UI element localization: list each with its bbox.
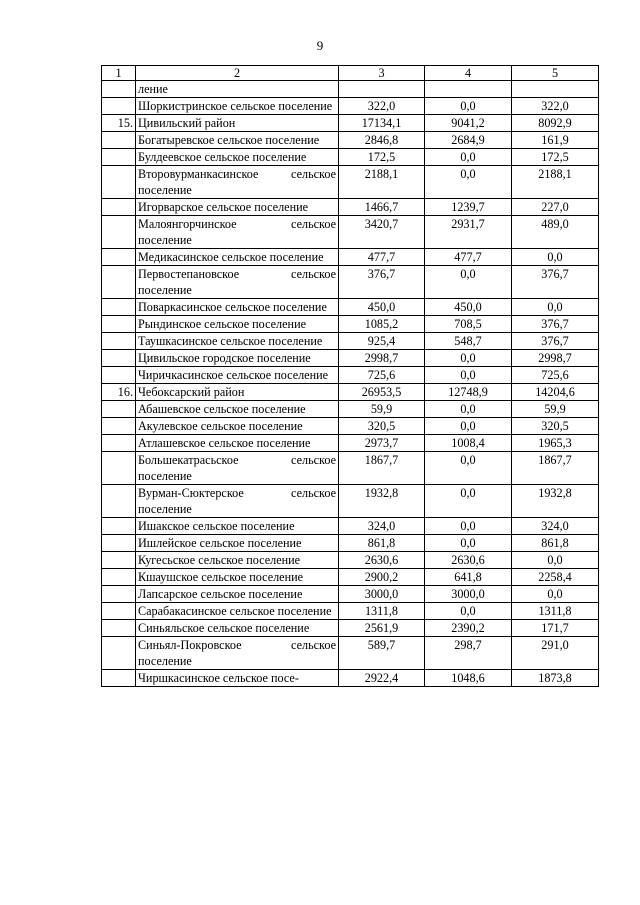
value-col4-cell: 0,0 (425, 518, 512, 535)
settlement-name-cell: Абашевское сельское поселение (136, 401, 339, 418)
table-row (102, 603, 599, 620)
value-col5-cell: 291,0 (512, 637, 599, 670)
row-number-cell (102, 535, 136, 552)
row-number-cell (102, 266, 136, 299)
value-total-cell: 1311,8 (339, 603, 425, 620)
value-col4-cell: 0,0 (425, 149, 512, 166)
settlement-name-cell: Вурман-Сюктерское сельское поселение (136, 485, 339, 518)
table-row (102, 620, 599, 637)
row-number-cell (102, 569, 136, 586)
settlement-name-cell: Большекатрасьское сельское поселение (136, 452, 339, 485)
value-total-cell: 322,0 (339, 98, 425, 115)
value-total-cell: 725,6 (339, 367, 425, 384)
value-col4-cell: 1239,7 (425, 199, 512, 216)
value-col4-cell: 0,0 (425, 367, 512, 384)
table-row (102, 98, 599, 115)
settlement-name-cell: Шоркистринское сельское поселение (136, 98, 339, 115)
value-col5-cell (512, 81, 599, 98)
table-row (102, 552, 599, 569)
row-number-cell (102, 98, 136, 115)
settlement-name-cell: Цивильское городское поселение (136, 350, 339, 367)
row-number-cell (102, 166, 136, 199)
settlement-name-cell: Лапсарское сельское поселение (136, 586, 339, 603)
settlement-name-cell: Рындинское сельское поселение (136, 316, 339, 333)
value-col5-cell: 1965,3 (512, 435, 599, 452)
value-total-cell: 2998,7 (339, 350, 425, 367)
value-col5-cell: 322,0 (512, 98, 599, 115)
value-total-cell: 450,0 (339, 299, 425, 316)
settlement-name-cell: Чебоксарский район (136, 384, 339, 401)
value-col4-cell: 0,0 (425, 485, 512, 518)
column-number: 5 (512, 66, 599, 81)
row-number-cell (102, 518, 136, 535)
value-col5-cell: 1867,7 (512, 452, 599, 485)
row-number-cell: 15. (102, 115, 136, 132)
value-col5-cell: 2998,7 (512, 350, 599, 367)
value-total-cell: 477,7 (339, 249, 425, 266)
value-col5-cell: 2188,1 (512, 166, 599, 199)
settlement-name-cell: Синьял-Покровское сельское поселение (136, 637, 339, 670)
row-number-cell (102, 333, 136, 350)
settlement-name-cell: Богатыревское сельское поселение (136, 132, 339, 149)
column-number: 3 (339, 66, 425, 81)
value-total-cell: 1867,7 (339, 452, 425, 485)
value-col4-cell: 2630,6 (425, 552, 512, 569)
value-col4-cell: 12748,9 (425, 384, 512, 401)
value-col4-cell: 450,0 (425, 299, 512, 316)
value-col5-cell: 171,7 (512, 620, 599, 637)
row-number-cell (102, 435, 136, 452)
value-total-cell: 324,0 (339, 518, 425, 535)
value-total-cell: 2973,7 (339, 435, 425, 452)
value-col4-cell: 298,7 (425, 637, 512, 670)
value-col5-cell: 0,0 (512, 299, 599, 316)
value-col5-cell: 1932,8 (512, 485, 599, 518)
page-number: 9 (316, 38, 324, 53)
value-col5-cell: 2258,4 (512, 569, 599, 586)
table-row (102, 333, 599, 350)
value-col5-cell: 172,5 (512, 149, 599, 166)
value-col5-cell: 376,7 (512, 333, 599, 350)
value-col4-cell: 0,0 (425, 98, 512, 115)
settlement-name-cell: Чиричкасинское сельское поселение (136, 367, 339, 384)
value-col4-cell: 1048,6 (425, 670, 512, 687)
settlement-name-cell: Медикасинское сельское поселение (136, 249, 339, 266)
row-number-cell (102, 586, 136, 603)
value-col5-cell: 725,6 (512, 367, 599, 384)
value-col4-cell: 0,0 (425, 535, 512, 552)
settlement-name-cell: Таушкасинское сельское поселение (136, 333, 339, 350)
table-row (102, 299, 599, 316)
row-number-cell (102, 401, 136, 418)
table-row (102, 586, 599, 603)
value-col5-cell: 0,0 (512, 249, 599, 266)
value-col4-cell: 548,7 (425, 333, 512, 350)
settlement-name-cell: Кшаушское сельское поселение (136, 569, 339, 586)
table-row (102, 316, 599, 333)
row-number-cell (102, 418, 136, 435)
row-number-cell (102, 299, 136, 316)
value-total-cell (339, 81, 425, 98)
value-total-cell: 376,7 (339, 266, 425, 299)
value-total-cell: 1466,7 (339, 199, 425, 216)
settlement-name-cell: Ишлейское сельское поселение (136, 535, 339, 552)
row-number-cell (102, 485, 136, 518)
value-total-cell: 2561,9 (339, 620, 425, 637)
budget-table (101, 65, 599, 687)
settlement-name-cell: Первостепановское сельское поселение (136, 266, 339, 299)
value-total-cell: 2900,2 (339, 569, 425, 586)
value-col4-cell: 0,0 (425, 603, 512, 620)
row-number-cell (102, 199, 136, 216)
value-col4-cell: 3000,0 (425, 586, 512, 603)
settlement-name-cell: Булдеевское сельское поселение (136, 149, 339, 166)
settlement-name-cell: Чиршкасинское сельское посе- (136, 670, 339, 687)
settlement-name-cell: Малоянгорчинское сельское поселение (136, 216, 339, 249)
value-col5-cell: 376,7 (512, 266, 599, 299)
row-number-cell (102, 249, 136, 266)
table-row (102, 149, 599, 166)
value-col5-cell: 161,9 (512, 132, 599, 149)
value-col5-cell: 1311,8 (512, 603, 599, 620)
value-total-cell: 589,7 (339, 637, 425, 670)
value-col4-cell: 2390,2 (425, 620, 512, 637)
value-col4-cell: 0,0 (425, 401, 512, 418)
table-row (102, 249, 599, 266)
value-col5-cell: 59,9 (512, 401, 599, 418)
value-total-cell: 2922,4 (339, 670, 425, 687)
value-col4-cell: 0,0 (425, 418, 512, 435)
value-col5-cell: 489,0 (512, 216, 599, 249)
value-total-cell: 3420,7 (339, 216, 425, 249)
table-row (102, 266, 599, 299)
table-row (102, 81, 599, 98)
row-number-cell (102, 452, 136, 485)
settlement-name-cell: ление (136, 81, 339, 98)
column-number: 2 (136, 66, 339, 81)
row-number-cell (102, 670, 136, 687)
table-row (102, 384, 599, 401)
value-col5-cell: 861,8 (512, 535, 599, 552)
value-total-cell: 3000,0 (339, 586, 425, 603)
value-col5-cell: 324,0 (512, 518, 599, 535)
column-number: 1 (102, 66, 136, 81)
value-col4-cell: 0,0 (425, 266, 512, 299)
value-total-cell: 925,4 (339, 333, 425, 350)
row-number-cell (102, 350, 136, 367)
row-number-cell (102, 149, 136, 166)
row-number-cell: 16. (102, 384, 136, 401)
value-col5-cell: 14204,6 (512, 384, 599, 401)
table-row (102, 216, 599, 249)
value-col4-cell: 1008,4 (425, 435, 512, 452)
value-col5-cell: 0,0 (512, 552, 599, 569)
value-total-cell: 1932,8 (339, 485, 425, 518)
table-row (102, 166, 599, 199)
value-total-cell: 17134,1 (339, 115, 425, 132)
table-row (102, 435, 599, 452)
settlement-name-cell: Поваркасинское сельское поселение (136, 299, 339, 316)
row-number-cell (102, 81, 136, 98)
value-total-cell: 320,5 (339, 418, 425, 435)
table-row (102, 518, 599, 535)
table-row (102, 535, 599, 552)
value-total-cell: 172,5 (339, 149, 425, 166)
table-row (102, 418, 599, 435)
settlement-name-cell: Сарабакасинское сельское поселение (136, 603, 339, 620)
settlement-name-cell: Синьяльское сельское поселение (136, 620, 339, 637)
value-total-cell: 861,8 (339, 535, 425, 552)
row-number-cell (102, 132, 136, 149)
row-number-cell (102, 367, 136, 384)
value-total-cell: 2846,8 (339, 132, 425, 149)
value-col4-cell (425, 81, 512, 98)
value-col5-cell: 0,0 (512, 586, 599, 603)
row-number-cell (102, 316, 136, 333)
value-col4-cell: 641,8 (425, 569, 512, 586)
value-total-cell: 26953,5 (339, 384, 425, 401)
table-row (102, 637, 599, 670)
value-col4-cell: 0,0 (425, 166, 512, 199)
settlement-name-cell: Цивильский район (136, 115, 339, 132)
value-col4-cell: 0,0 (425, 452, 512, 485)
value-col5-cell: 1873,8 (512, 670, 599, 687)
column-number-row (102, 66, 599, 81)
value-col4-cell: 0,0 (425, 350, 512, 367)
table-row (102, 350, 599, 367)
settlement-name-cell: Кугесьское сельское поселение (136, 552, 339, 569)
settlement-name-cell: Ишакское сельское поселение (136, 518, 339, 535)
value-total-cell: 59,9 (339, 401, 425, 418)
value-total-cell: 1085,2 (339, 316, 425, 333)
row-number-cell (102, 552, 136, 569)
value-col4-cell: 2684,9 (425, 132, 512, 149)
value-col4-cell: 708,5 (425, 316, 512, 333)
table-row (102, 401, 599, 418)
settlement-name-cell: Акулевское сельское поселение (136, 418, 339, 435)
value-col4-cell: 9041,2 (425, 115, 512, 132)
value-col5-cell: 320,5 (512, 418, 599, 435)
value-col4-cell: 2931,7 (425, 216, 512, 249)
value-total-cell: 2188,1 (339, 166, 425, 199)
settlement-name-cell: Игорварское сельское поселение (136, 199, 339, 216)
table-row (102, 199, 599, 216)
row-number-cell (102, 620, 136, 637)
table-row (102, 569, 599, 586)
table-row (102, 115, 599, 132)
row-number-cell (102, 216, 136, 249)
row-number-cell (102, 603, 136, 620)
value-col5-cell: 8092,9 (512, 115, 599, 132)
table-row (102, 367, 599, 384)
table-row (102, 670, 599, 687)
value-col4-cell: 477,7 (425, 249, 512, 266)
value-col5-cell: 376,7 (512, 316, 599, 333)
table-row (102, 132, 599, 149)
table-row (102, 485, 599, 518)
settlement-name-cell: Атлашевское сельское поселение (136, 435, 339, 452)
settlement-name-cell: Второвурманкасинское сельское поселение (136, 166, 339, 199)
value-total-cell: 2630,6 (339, 552, 425, 569)
table-row (102, 452, 599, 485)
value-col5-cell: 227,0 (512, 199, 599, 216)
row-number-cell (102, 637, 136, 670)
column-number: 4 (425, 66, 512, 81)
